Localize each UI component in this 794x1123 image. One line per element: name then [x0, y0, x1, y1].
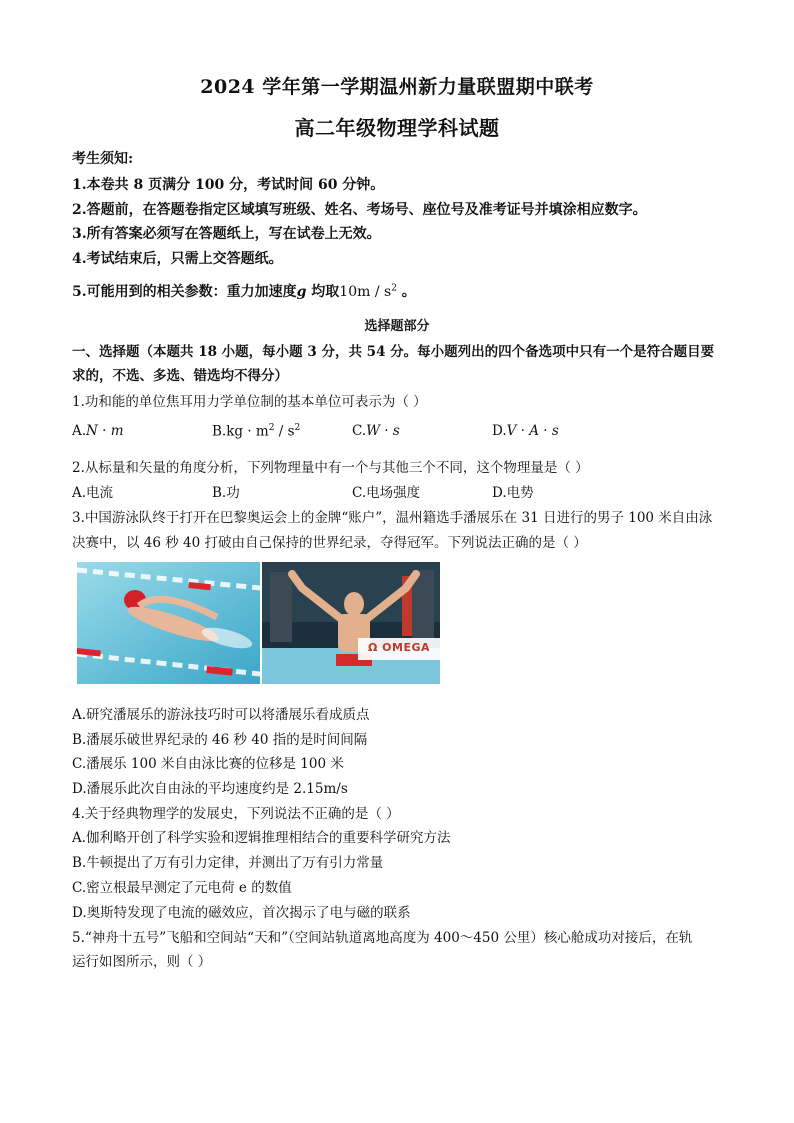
q2-option-c: C.电场强度 — [352, 485, 421, 501]
omega-banner-text: Ω OMEGA — [368, 641, 431, 654]
section-title: 选择题部分 — [364, 319, 430, 334]
section-instructions-line2: 求的，不选、多选、错选均不得分） — [72, 368, 288, 384]
q3-option-d: D.潘展乐此次自由泳的平均速度约是 2.15m/s — [72, 781, 348, 797]
celebration-photo — [262, 562, 440, 684]
q3-option-a: A.研究潘展乐的游泳技巧时可以将潘展乐看成质点 — [72, 707, 370, 723]
celebration-illustration — [262, 562, 440, 684]
q4-option-c: C.密立根最早测定了元电荷 e 的数值 — [72, 880, 292, 896]
swimmer-illustration — [77, 562, 260, 684]
q4-option-d: D.奥斯特发现了电流的磁效应，首次揭示了电与磁的联系 — [72, 905, 411, 921]
q4-stem: 4.关于经典物理学的发展史，下列说法不正确的是（ ） — [72, 806, 400, 822]
exam-subtitle: 高二年级物理学科试题 — [294, 116, 500, 140]
q3-stem-line2: 决赛中，以 46 秒 40 打破由自己保持的世界纪录，夺得冠军。下列说法正确的是（ ） — [72, 535, 587, 551]
q2-option-a: A.电流 — [72, 485, 114, 501]
q1-option-c: C.W · s — [352, 423, 400, 439]
notice-item-2: 2.答题前，在答题卷指定区域填写班级、姓名、考场号、座位号及准考证号并填涂相应数字。 — [72, 202, 647, 218]
q2-stem: 2.从标量和矢量的角度分析，下列物理量中有一个与其他三个不同，这个物理量是（ ） — [72, 460, 589, 476]
swimmer-photo — [77, 562, 260, 684]
q3-option-b: B.潘展乐破世界纪录的 46 秒 40 指的是时间间隔 — [72, 732, 368, 748]
q3-stem-line1: 3.中国游泳队终于打开在巴黎奥运会上的金牌“账户”，温州籍选手潘展乐在 31 日进行的男子 100 米自由泳 — [72, 510, 713, 526]
notice-item-1: 1.本卷共 8 页满分 100 分，考试时间 60 分钟。 — [72, 177, 385, 193]
q2-option-d: D.电势 — [492, 485, 534, 501]
q1-option-d: D.V · A · s — [492, 423, 559, 439]
q3-option-c: C.潘展乐 100 米自由泳比赛的位移是 100 米 — [72, 756, 344, 772]
notice-item-5: 5.可能用到的相关参数：重力加速度g 均取$10m / s^2$ 。 — [72, 283, 416, 300]
q4-option-a: A.伽利略开创了科学实验和逻辑推理相结合的重要科学研究方法 — [72, 830, 451, 846]
notice-item-4: 4.考试结束后，只需上交答题纸。 — [72, 251, 283, 267]
section-instructions-line1: 一、选择题（本题共 18 小题，每小题 3 分，共 54 分。每小题列出的四个备选项中只有一个是符合题目要 — [72, 344, 715, 360]
q4-option-b: B.牛顿提出了万有引力定律，并测出了万有引力常量 — [72, 855, 384, 871]
q5-stem-line2: 运行如图所示，则（ ） — [72, 954, 212, 970]
exam-title: 2024 学年第一学期温州新力量联盟期中联考 — [200, 76, 594, 98]
q1-stem: 1.功和能的单位焦耳用力学单位制的基本单位可表示为（ ） — [72, 394, 427, 410]
q1-option-b: $B.kg \cdot m^2 / s^2$ — [212, 423, 301, 440]
notice-item-3: 3.所有答案必须写在答题纸上，写在试卷上无效。 — [72, 226, 381, 242]
q2-option-b: B.功 — [212, 485, 240, 501]
q5-stem-line1: 5.“神舟十五号”飞船和空间站“天和”（空间站轨道离地高度为 400～450 公里）核心舱成功对接后，在轨 — [72, 930, 693, 946]
q1-option-a: A.N · m — [72, 423, 124, 439]
notice-heading: 考生须知: — [72, 151, 134, 167]
